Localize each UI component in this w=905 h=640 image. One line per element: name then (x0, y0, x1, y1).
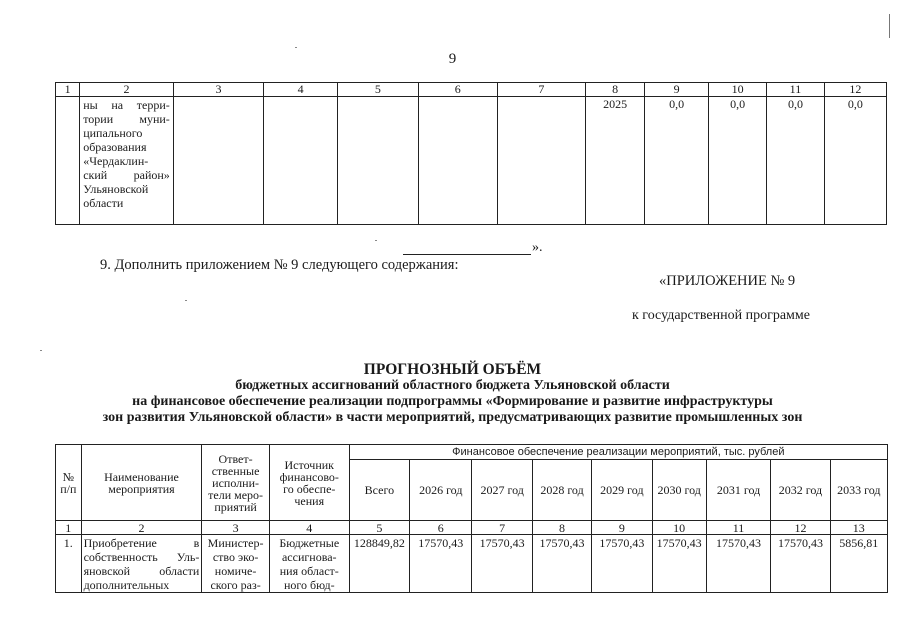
year-header: 2030 год (652, 460, 706, 521)
column-number: 5 (349, 521, 409, 535)
cell-line: дополнительных (83, 578, 170, 592)
cell-line: ство эко- (212, 550, 259, 564)
table-cell (497, 97, 585, 225)
cell-line: Ульяновской (83, 182, 149, 196)
column-number: 1 (56, 83, 80, 97)
year-value: 17570,43 (706, 535, 770, 593)
header-line: ственные (211, 463, 260, 478)
total-value: 128849,82 (349, 535, 409, 593)
measure-name-cell (81, 535, 202, 593)
column-number: 6 (418, 83, 497, 97)
cell-line: ного бюд- (283, 578, 335, 592)
heading-line: зон развития Ульяновской области» в части мероприятий, предусматривающих развитие промышленных зон (102, 410, 803, 425)
table-header-row (56, 83, 887, 97)
scan-dust (40, 350, 42, 351)
paragraph-9: 9. Дополнить приложением № 9 следующего содержания: (100, 257, 459, 273)
column-number: 5 (337, 83, 418, 97)
table-cell (337, 97, 418, 225)
year-value: 17570,43 (592, 535, 652, 593)
column-number: 8 (532, 521, 591, 535)
year-header: 2026 год (410, 460, 472, 521)
header-line: мероприятия (108, 481, 175, 496)
header-line: чения (294, 493, 325, 508)
cell-line: Бюджетные (279, 536, 340, 550)
year-value: 5856,81 (830, 535, 887, 593)
scan-edge-mark (889, 14, 890, 38)
table-cell (418, 97, 497, 225)
name-header (81, 445, 202, 521)
heading-line: бюджетных ассигнований областного бюджета Ульяновской области (235, 378, 670, 393)
cell-line: ский район» (83, 168, 170, 182)
table-cell (56, 97, 80, 225)
document-heading: ПРОГНОЗНЫЙ ОБЪЁМ (363, 361, 542, 378)
cell-line: ния област- (279, 564, 339, 578)
row-number: 1. (56, 535, 82, 593)
year-header: 2033 год (830, 460, 887, 521)
header-line: Источник (284, 457, 334, 472)
year-cell: 2025 (586, 97, 645, 225)
cell-line: номиче- (214, 564, 257, 578)
heading-line: на финансовое обеспечение реализации подпрограммы «Формирование и развитие инфраструктуры (132, 394, 773, 409)
year-header: 2031 год (706, 460, 770, 521)
header-line: п/п (60, 481, 77, 496)
column-number: 6 (410, 521, 472, 535)
cell-line: ского раз- (210, 578, 261, 592)
year-value: 17570,43 (532, 535, 591, 593)
value-cell: 0,0 (824, 97, 886, 225)
year-value: 17570,43 (652, 535, 706, 593)
year-value: 17570,43 (472, 535, 532, 593)
table-row (56, 97, 887, 225)
table-cell (264, 97, 338, 225)
table-cell (173, 97, 263, 225)
table-header-row (56, 445, 888, 460)
cell-line: яновской области (83, 564, 200, 578)
cell-line: ны на терри- (83, 98, 170, 112)
column-number: 11 (767, 83, 825, 97)
column-number: 7 (497, 83, 585, 97)
financing-table (55, 444, 888, 593)
column-number: 4 (269, 521, 349, 535)
header-line: исполни- (212, 475, 260, 490)
year-value: 17570,43 (410, 535, 472, 593)
page-number: 9 (448, 51, 457, 67)
cell-line: тории муни- (83, 112, 170, 126)
blank-underline (403, 240, 531, 255)
column-number: 8 (586, 83, 645, 97)
column-number: 2 (80, 83, 174, 97)
column-number: 11 (706, 521, 770, 535)
value-cell: 0,0 (767, 97, 825, 225)
column-number: 10 (709, 83, 767, 97)
column-number: 12 (824, 83, 886, 97)
year-header: 2032 год (771, 460, 830, 521)
source-header (269, 445, 349, 521)
header-line: приятий (214, 499, 257, 514)
year-header: 2029 год (592, 460, 652, 521)
header-line: № (62, 469, 75, 484)
executor-cell (202, 535, 270, 593)
header-line: Наименование (104, 469, 179, 484)
column-number: 4 (264, 83, 338, 97)
column-number: 10 (652, 521, 706, 535)
cell-line: образования (83, 140, 147, 154)
column-number-row (56, 521, 888, 535)
cell-line: Министер- (207, 536, 264, 550)
cell-line: области (83, 196, 124, 210)
closing-quote: ». (532, 240, 543, 255)
header-line: го обеспе- (283, 481, 336, 496)
source-cell (269, 535, 349, 593)
executors-header (202, 445, 270, 521)
value-cell: 0,0 (709, 97, 767, 225)
scan-dust (185, 300, 187, 301)
column-number: 3 (173, 83, 263, 97)
continuation-table (55, 82, 887, 225)
year-header: 2027 год (472, 460, 532, 521)
year-value: 17570,43 (771, 535, 830, 593)
column-number: 2 (81, 521, 202, 535)
financing-header: Финансовое обеспечение реализации мероприятий, тыс. рублей (349, 445, 887, 460)
cell-line: Приобретение в (83, 536, 200, 550)
year-header: 2028 год (532, 460, 591, 521)
header-line: тели меро- (208, 487, 264, 502)
value-cell: 0,0 (645, 97, 709, 225)
num-header (56, 445, 82, 521)
column-number: 7 (472, 521, 532, 535)
column-number: 3 (202, 521, 270, 535)
column-number: 9 (592, 521, 652, 535)
appendix-title: «ПРИЛОЖЕНИЕ № 9 (659, 273, 796, 289)
column-number: 12 (771, 521, 830, 535)
column-number: 9 (645, 83, 709, 97)
cell-line: «Чердаклин- (83, 154, 149, 168)
scan-dust (375, 240, 377, 241)
column-number: 13 (830, 521, 887, 535)
appendix-subtitle: к государственной программе (632, 308, 810, 323)
scan-dust (295, 47, 297, 48)
cell-line: собственность Уль- (83, 550, 200, 564)
table-row (56, 535, 888, 593)
cell-line: ципального (83, 126, 143, 140)
territory-cell (80, 97, 174, 225)
column-number: 1 (56, 521, 82, 535)
total-header: Всего (349, 460, 409, 521)
header-line: Ответ- (218, 451, 253, 466)
header-line: финансово- (279, 469, 339, 484)
cell-line: ассигнова- (281, 550, 337, 564)
